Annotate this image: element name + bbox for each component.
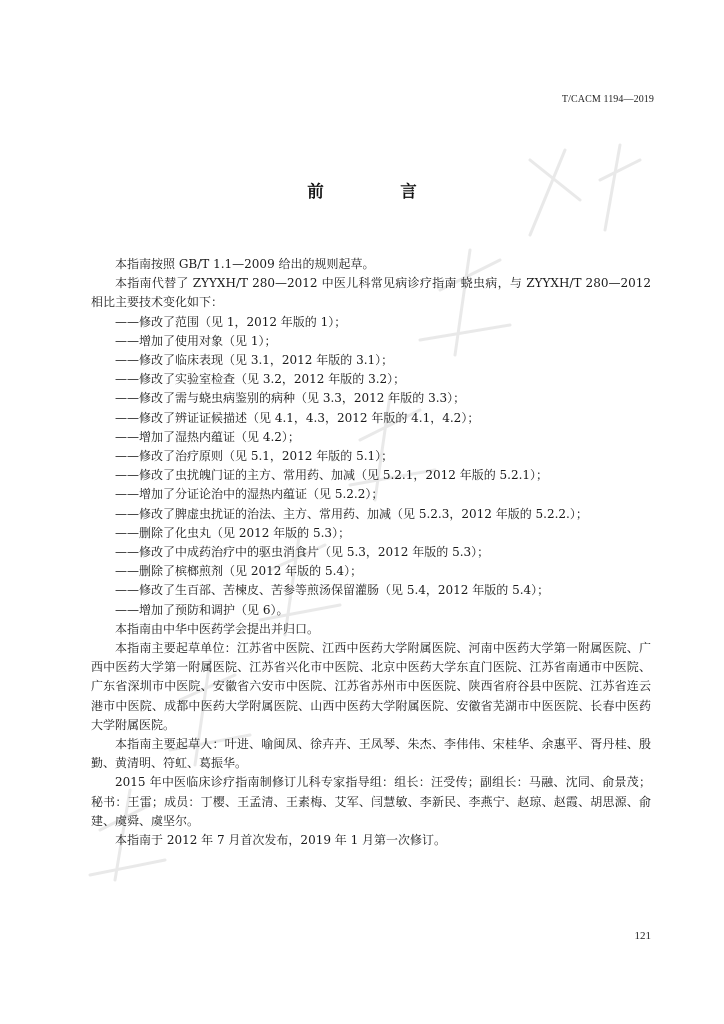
foreword-body bbox=[91, 255, 651, 850]
page-title: 前 言 bbox=[307, 182, 447, 201]
list-item: ——修改了治疗原则（见 5.1，2012 年版的 5.1）； bbox=[115, 449, 394, 464]
paragraph-release-history: 本指南于 2012 年 7 月首次发布，2019 年 1 月第一次修订。 bbox=[115, 833, 447, 848]
page-number: 121 bbox=[634, 930, 651, 942]
list-item: ——修改了实验室检查（见 3.2，2012 年版的 3.2）； bbox=[115, 372, 406, 387]
list-item: ——修改了生百部、苦楝皮、苦参等煎汤保留灌肠（见 5.4，2012 年版的 5.4）； bbox=[115, 583, 550, 598]
paragraph-drafting-units: 本指南主要起草单位：江苏省中医院、江西中医药大学附属医院、河南中医药大学第一附属医院、广西中医药大学第一附属医院、江苏省兴化市中医院、北京中医药大学东直门医院、江苏省南通市中医院、广东省深圳市中医院、安徽省六安市中医院、江苏省苏州市中医医院、陕西省府谷县中医院、江苏省连云港市中医院、成都中医药大学附属医院、山西中医药大学附属医院、安徽省芜湖市中医医院、长春中医药大学附属医院。 bbox=[91, 641, 651, 732]
paragraph-proposer: 本指南由中华中医药学会提出并归口。 bbox=[115, 621, 320, 636]
list-item: ——删除了化虫丸（见 2012 年版的 5.3）； bbox=[115, 525, 351, 540]
list-item: ——修改了需与蛲虫病鉴别的病种（见 3.3，2012 年版的 3.3）； bbox=[115, 391, 466, 406]
list-item: ——增加了湿热内蕴证（见 4.2）； bbox=[115, 429, 300, 444]
paragraph-replaces: 本指南代替了 ZYYXH/T 280—2012 中医儿科常见病诊疗指南 蛲虫病，与 ZYYXH/T 280—2012 相比主要技术变化如下： bbox=[91, 276, 651, 310]
list-item: ——修改了脾虚虫扰证的治法、主方、常用药、加减（见 5.2.3，2012 年版的 5.2.2.）； bbox=[115, 506, 588, 521]
list-item: ——修改了辨证证候描述（见 4.1，4.3，2012 年版的 4.1，4.2）； bbox=[115, 410, 480, 425]
list-item: ——修改了范围（见 1，2012 年版的 1）； bbox=[115, 314, 347, 329]
list-item: ——删除了槟榔煎剂（见 2012 年版的 5.4）； bbox=[115, 564, 363, 579]
list-item: ——修改了虫扰魄门证的主方、常用药、加减（见 5.2.1，2012 年版的 5.2.1）； bbox=[115, 468, 549, 483]
standard-code: T/CACM 1194—2019 bbox=[561, 94, 654, 105]
paragraph-drafting-rules: 本指南按照 GB/T 1.1—2009 给出的规则起草。 bbox=[115, 257, 375, 271]
list-item: ——修改了临床表现（见 3.1，2012 年版的 3.1）； bbox=[115, 353, 394, 368]
list-item: ——增加了分证论治中的湿热内蕴证（见 5.2.2）； bbox=[115, 487, 384, 502]
paragraph-drafters: 本指南主要起草人：叶进、喻闽凤、徐卉卉、王凤琴、朱杰、李伟伟、宋桂华、余惠平、胥丹桂、殷勤、黄清明、符虹、葛振华。 bbox=[91, 737, 651, 771]
changes-list bbox=[91, 313, 651, 620]
paragraph-expert-group: 2015 年中医临床诊疗指南制修订儿科专家指导组：组长：汪受传；副组长：马融、沈同、俞景茂；秘书：王雷；成员：丁樱、王孟清、王素梅、艾军、闫慧敏、李新民、李燕宁、赵琼、赵霞、胡思源、俞建、虞舜、虞坚尔。 bbox=[91, 775, 651, 828]
list-item: ——增加了预防和调护（见 6）。 bbox=[115, 602, 289, 617]
list-item: ——增加了使用对象（见 1）； bbox=[115, 333, 277, 348]
list-item: ——修改了中成药治疗中的驱虫消食片（见 5.3，2012 年版的 5.3）； bbox=[115, 545, 490, 560]
